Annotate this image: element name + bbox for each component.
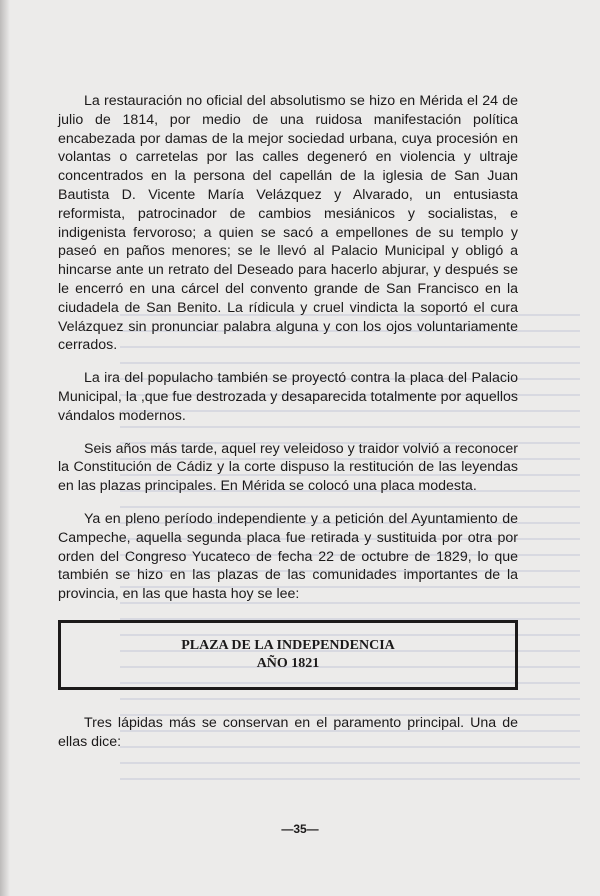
plaque-title: PLAZA DE LA INDEPENDENCIA bbox=[181, 637, 395, 653]
plaque-inscription-box bbox=[58, 620, 518, 690]
paragraph-restauracion: La restauración no oficial del absolutismo se hizo en Mérida el 24 de julio de 1814, por medio de una ruidosa manifestación política encabezada por damas de la mejor sociedad urbana, cuya procesión en volantas o carretelas por las calles degeneró en violencia y ultraje concentrados en la persona del capellán de la iglesia de San Juan Bautista D. Vicente María Velázquez y Alvarado, un entusiasta reformista, patrocinador de cambios mesiánicos y socialistas, e indigenista fervoroso; a quien se sacó a empellones de su templo y paseó en paños menores; se le llevó al Palacio Municipal y obligó a hincarse ante un retrato del Deseado para hacerlo abjurar, y después se le encerró en una cárcel del convento grande de San Francisco en la ciudadela de San Benito. La rídicula y cruel vindicta la soportó el cura Velázquez sin pronunciar palabra alguna y con los ojos voluntariamente cerrados. bbox=[58, 93, 518, 354]
page-body bbox=[58, 92, 518, 766]
paragraph-seis-anos: Seis años más tarde, aquel rey veleidoso y traidor volvió a reconocer la Constitución de Cádiz y la corte dispuso la restitución de las leyendas en las plazas principales. En Mérida se colocó una placa modesta. bbox=[58, 440, 518, 495]
page-number: —35— bbox=[281, 822, 319, 836]
paragraph-periodo-independiente: Ya en pleno período independiente y a petición del Ayuntamiento de Campeche, aquella segunda placa fue retirada y sustituida por otra por orden del Congreso Yucateco de fecha 22 de octubre de 1829, lo que también se hizo en las plazas de las comunidades importantes de la provincia, en las que hasta hoy se lee: bbox=[58, 510, 518, 603]
paragraph-tres-lapidas: Tres lápidas más se conservan en el paramento principal. Una de ellas dice: bbox=[58, 714, 518, 750]
page-fold-shadow bbox=[0, 0, 10, 896]
paragraph-ira-populacho: La ira del populacho también se proyectó contra la placa del Palacio Municipal, la ,que fue destrozada y desaparecida totalmente por aquellos vándalos modernos. bbox=[58, 370, 518, 424]
plaque-year: AÑO 1821 bbox=[256, 655, 320, 671]
